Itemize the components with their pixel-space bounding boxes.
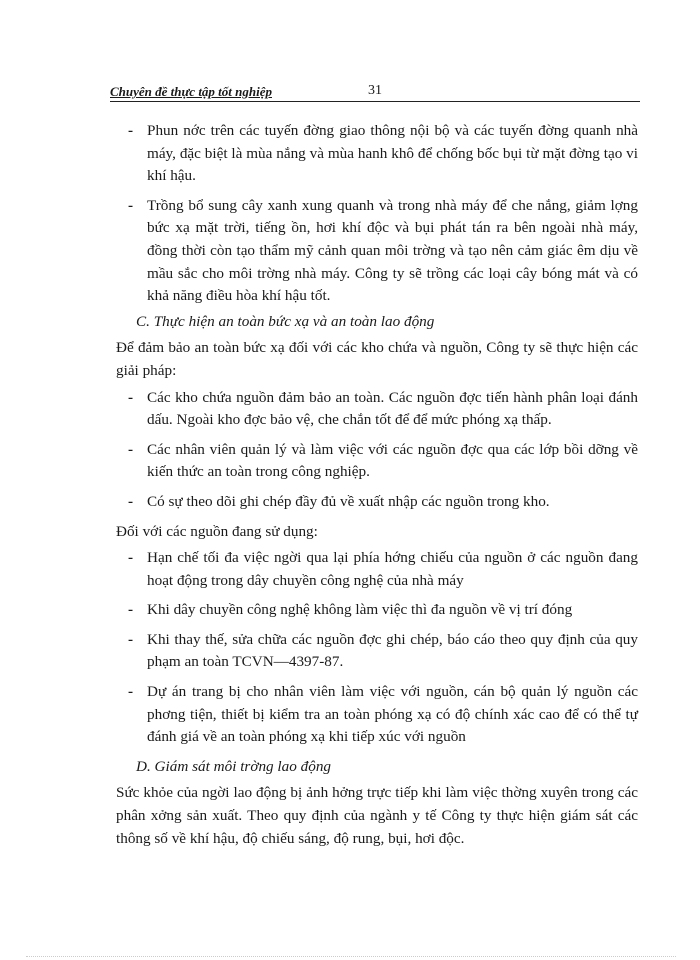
bullet-marker: - <box>128 122 134 139</box>
list-item-text: Các kho chứa nguồn đảm bảo an toàn. Các nguồn đợc tiến hành phân loại đánh dấu. Ngoài kho đợc bảo vệ, che chắn tốt để để mức phóng xạ thấp. <box>147 388 638 429</box>
list-item <box>116 439 638 484</box>
list-item-text: Dự án trang bị cho nhân viên làm việc với nguồn, cán bộ quản lý nguồn các phơng tiện, thiết bị kiểm tra an toàn phóng xạ có độ chính xác cao để có thể tự đánh giá về an toàn phóng xạ khi tiếp xúc với nguồn <box>147 683 638 746</box>
list-item <box>116 120 638 188</box>
list-item-text: Khi dây chuyền công nghệ không làm việc thì đa nguồn về vị trí đóng <box>147 601 573 619</box>
bullet-marker: - <box>128 388 134 406</box>
header-title: Chuyên đề thực tập tốt nghiệp <box>110 84 272 99</box>
list-item-text: Hạn chế tối đa việc ngời qua lại phía hớng chiếu của nguồn ở các nguồn đang hoạt động trong dây chuyền công nghệ của nhà máy <box>147 549 638 589</box>
bullet-marker: - <box>128 196 134 214</box>
list-item-text: Phun nớc trên các tuyến đờng giao thông nội bộ và các tuyến đờng quanh nhà máy, đặc biệt là mùa nắng và mùa hanh khô để chống bốc bụi từ mặt đờng tạo vi khí hậu. <box>147 122 638 185</box>
list-item-text: Các nhân viên quản lý và làm việc với các nguồn đợc qua các lớp bồi dỡng về kiến thức an toàn trong công nghiệp. <box>147 440 638 481</box>
list-item-text: Có sự theo dõi ghi chép đầy đủ về xuất nhập các nguồn trong kho. <box>147 492 550 510</box>
section-c-intro: Để đảm bảo an toàn bức xạ đối với các kho chứa và nguồn, Công ty sẽ thực hiện các giải pháp: <box>116 339 638 379</box>
footer-rule <box>26 956 676 957</box>
list-item <box>116 599 638 622</box>
bullet-marker: - <box>128 630 134 648</box>
bullet-marker: - <box>128 440 134 458</box>
header-rule <box>110 101 640 102</box>
list-item <box>116 629 638 674</box>
in-use-intro: Đối với các nguồn đang sử dụng: <box>116 522 318 540</box>
section-d-paragraph: Sức khỏe của ngời lao động bị ảnh hởng trực tiếp khi làm việc thờng xuyên trong các phân xởng sản xuất. Theo quy định của ngành y tế Công ty thực hiện giám sát các thông số về khí hậu, độ chiếu sáng, độ rung, bụi, hơi độc. <box>116 784 638 847</box>
bullet-marker: - <box>128 683 134 701</box>
list-item <box>116 195 638 308</box>
list-item-text: Trồng bổ sung cây xanh xung quanh và trong nhà máy để che nắng, giảm lợng bức xạ mặt trời, tiếng ồn, hơi khí độc và bụi phát tán ra bên ngoài nhà máy, đồng thời còn tạo thẩm mỹ cảnh quan môi trờng và tạo nên cảm giác êm dịu về mầu sắc cho môi trờng nhà máy. Công ty sẽ trồng các loại cây bóng mát và có khả năng điều hòa khí hậu tốt. <box>147 196 638 305</box>
list-item <box>116 387 638 432</box>
section-c-heading: C. Thực hiện an toàn bức xạ và an toàn lao động <box>136 312 435 330</box>
list-item-text: Khi thay thế, sửa chữa các nguồn đợc ghi chép, báo cáo theo quy định của quy phạm an toàn TCVN—4397-87. <box>147 630 638 671</box>
list-item <box>116 547 638 592</box>
page-number: 31 <box>368 83 382 98</box>
document-body <box>116 120 638 854</box>
page-header <box>110 84 640 104</box>
bullet-marker: - <box>128 601 134 619</box>
bullet-marker: - <box>128 549 134 567</box>
section-d-heading: D. Giám sát môi trờng lao động <box>136 757 332 775</box>
list-item <box>116 491 638 514</box>
bullet-marker: - <box>128 492 134 510</box>
list-item <box>116 681 638 749</box>
